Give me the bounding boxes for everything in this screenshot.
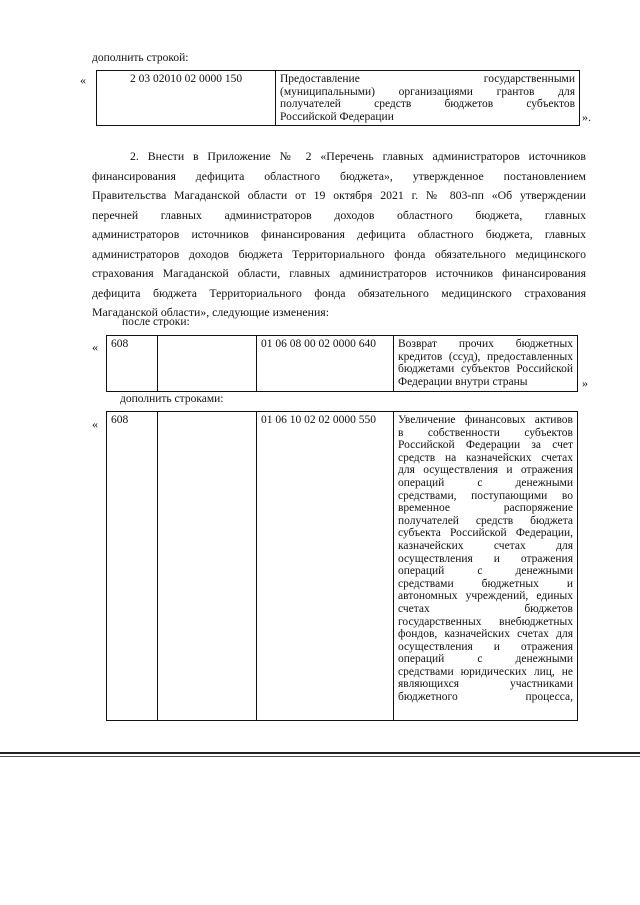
paragraph-line: 2. Внести в Приложение № 2 «Перечень главных администраторов источников bbox=[130, 149, 586, 163]
table2-admin-cell: 608 bbox=[107, 336, 158, 392]
text-line: Увеличение финансовых активов bbox=[398, 414, 573, 426]
text-line: Российской Федерации за счет bbox=[398, 439, 573, 452]
text-line: временное распоряжение bbox=[398, 502, 573, 515]
text-line: фондов, казначейских счетах для bbox=[398, 628, 573, 641]
table3-code-cell: 01 06 10 02 02 0000 550 bbox=[257, 412, 394, 721]
table2-empty-cell bbox=[158, 336, 257, 392]
text-line: в собственности субъектов bbox=[398, 426, 573, 439]
text-line: средствами бюджетных и bbox=[398, 577, 573, 590]
text-line: Российской Федерации bbox=[280, 110, 394, 123]
table2-code-cell: 01 06 08 00 02 0000 640 bbox=[257, 336, 394, 392]
text-line: получателей средств бюджетов субъектов bbox=[280, 98, 575, 111]
paragraph-line: перечней главных администраторов доходов областного бюджета, главных bbox=[92, 207, 586, 222]
table1-text-cell bbox=[276, 71, 580, 126]
paragraph-line: финансирования дефицита областного бюджета», утвержденное постановлением bbox=[92, 168, 586, 183]
text-line: бюджетами субъектов Российской bbox=[398, 363, 573, 376]
table3-admin-cell: 608 bbox=[107, 412, 158, 721]
page-bottom-rule bbox=[0, 752, 640, 754]
text-line: кредитов (ссуд), предоставленных bbox=[398, 350, 573, 363]
text-line: осуществления и отражения bbox=[398, 640, 573, 653]
table1-close-quote: ». bbox=[582, 110, 591, 124]
table1 bbox=[96, 70, 580, 126]
text-line: субъекта Российской Федерации, bbox=[398, 527, 573, 540]
text-line: счетах бюджетов bbox=[398, 602, 573, 615]
paragraph-line: дефицита бюджета Территориального фонда обязательного медицинского страхования bbox=[92, 285, 586, 300]
table3-text-cell bbox=[394, 412, 578, 721]
text-line: средствами, поступающими во bbox=[398, 489, 573, 502]
table3 bbox=[106, 411, 578, 721]
table1-code-cell: 2 03 02010 02 0000 150 bbox=[97, 71, 276, 126]
text-line: бюджетного процесса, bbox=[398, 691, 573, 704]
after-row-label: после строки: bbox=[122, 316, 190, 328]
text-line: средствами юридических лиц, не bbox=[398, 665, 573, 678]
page-bottom-rule-secondary bbox=[0, 756, 640, 757]
text-line: Возврат прочих бюджетных bbox=[398, 338, 573, 350]
paragraph-line: администраторов доходов бюджета Территориального фонда обязательного медицинского bbox=[92, 246, 586, 261]
text-line: операций с денежными bbox=[398, 653, 573, 666]
table2 bbox=[106, 335, 578, 392]
table2-text-cell bbox=[394, 336, 578, 392]
table2-close-quote: » bbox=[582, 376, 588, 390]
text-line: автономных учреждений, единых bbox=[398, 590, 573, 603]
text-line: Предоставление государственными bbox=[280, 73, 575, 85]
text-line: получателей средств бюджета bbox=[398, 514, 573, 527]
table1-open-quote: « bbox=[80, 73, 86, 87]
table2-open-quote: « bbox=[92, 340, 98, 354]
text-line: осуществления и отражения bbox=[398, 552, 573, 565]
text-line: являющихся участниками bbox=[398, 678, 573, 691]
paragraph-line: Магаданской области», следующие изменения: bbox=[92, 305, 329, 319]
text-line: (муниципальными) организациями грантов для bbox=[280, 85, 575, 98]
text-line: для осуществления и отражения bbox=[398, 464, 573, 477]
paragraph-line: страхования Магаданской области, главных администраторов источников финансирования bbox=[92, 266, 586, 280]
text-line: операций с денежными bbox=[398, 565, 573, 578]
paragraph-line: администраторов источников финансирования дефицита областного бюджета, главных bbox=[92, 227, 586, 241]
amendment-paragraph bbox=[92, 147, 586, 323]
table3-open-quote: « bbox=[92, 417, 98, 431]
add-rows-label: дополнить строками: bbox=[120, 393, 224, 405]
text-line: операций с денежными bbox=[398, 476, 573, 489]
text-line: государственных внебюджетных bbox=[398, 615, 573, 628]
table3-empty-cell bbox=[158, 412, 257, 721]
text-line: Федерации внутри страны bbox=[398, 375, 528, 388]
text-line: казначейских счетах для bbox=[398, 539, 573, 552]
intro-line: дополнить строкой: bbox=[92, 52, 189, 64]
text-line: средств на казначейских счетах bbox=[398, 451, 573, 464]
paragraph-line: Правительства Магаданской области от 19 октября 2021 г. № 803-пп «Об утверждении bbox=[92, 188, 586, 202]
